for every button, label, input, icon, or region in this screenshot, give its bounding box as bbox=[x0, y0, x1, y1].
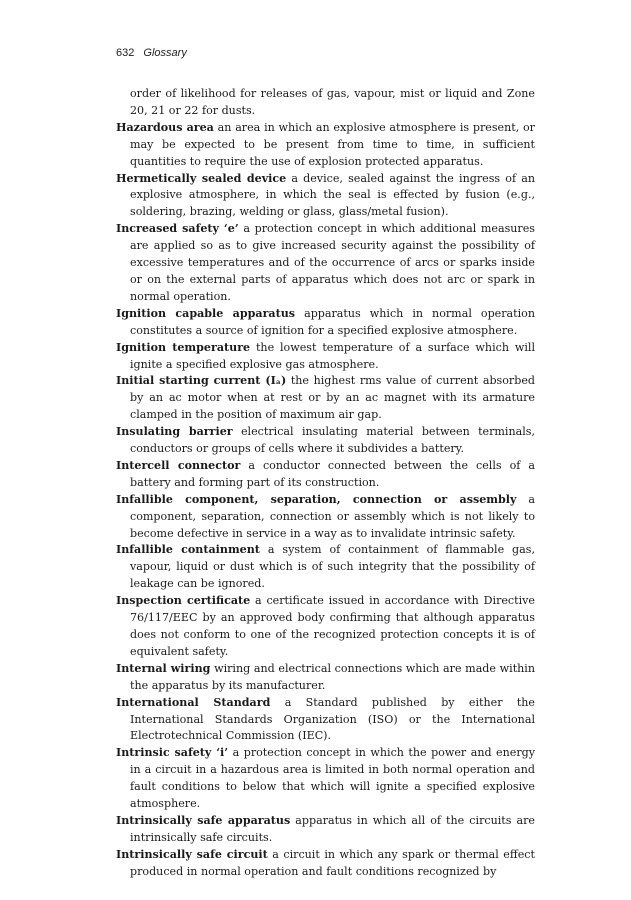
entry-definition: electrical insulating material between terminals, conductors or groups of cells where it subdivides a battery. bbox=[130, 425, 536, 456]
glossary-entry bbox=[116, 661, 535, 695]
entry-term: Intrinsically safe circuit bbox=[116, 847, 268, 861]
entry-definition: a certificate issued in accordance with Directive 76/117/EEC by an approved body confirming that although apparatus does not conform to one of the recognized protection concepts it is of equivalent safety. bbox=[130, 594, 535, 658]
glossary-entry bbox=[116, 340, 535, 374]
entry-term: Initial starting current (Iₐ) bbox=[116, 374, 287, 388]
entry-definition: apparatus which in normal operation constitutes a source of ignition for a specified explosive atmosphere. bbox=[130, 306, 535, 337]
glossary-entry bbox=[116, 813, 535, 847]
entry-definition: a system of containment of flammable gas, vapour, liquid or dust which is of such integrity that the possibility of leakage can be ignored. bbox=[130, 543, 535, 591]
glossary-entry bbox=[116, 695, 535, 746]
glossary-entry bbox=[116, 424, 535, 458]
glossary-entry bbox=[116, 745, 535, 813]
entry-definition: a device, sealed against the ingress of an explosive atmosphere, in which the seal is effected by fusion (e.g., soldering, brazing, welding or glass, glass/metal fusion). bbox=[130, 171, 535, 219]
entry-definition: the highest rms value of current absorbed by an ac motor when at rest or by an ac magnet with its armature clamped in the position of maximum air gap. bbox=[130, 374, 535, 422]
glossary-entry bbox=[116, 171, 535, 222]
glossary-entry bbox=[116, 492, 535, 543]
entry-term: Intercell connector bbox=[116, 458, 241, 472]
entry-definition: the lowest temperature of a surface which will ignite a specified explosive gas atmosphere. bbox=[130, 340, 535, 371]
entry-definition: a protection concept in which the power and energy in a circuit in a hazardous area is limited in both normal operation and fault conditions to below that which will ignite a specified explosive atmosphere. bbox=[130, 746, 535, 811]
glossary-entry bbox=[116, 306, 535, 340]
entry-definition: a component, separation, connection or assembly which is not likely to become defective in service in a way as to invalidate intrinsic safety. bbox=[130, 492, 535, 540]
glossary-entry-continuation bbox=[116, 86, 535, 120]
glossary-entry bbox=[116, 593, 535, 661]
entry-definition: a Standard published by either the International Standards Organization (ISO) or the International Electrotechnical Commission (IEC). bbox=[130, 695, 536, 743]
entry-definition: apparatus in which all of the circuits are intrinsically safe circuits. bbox=[130, 813, 535, 844]
entry-definition: an area in which an explosive atmosphere is present, or may be expected to be present from time to time, in sufficient quantities to require the use of explosion protected apparatus. bbox=[130, 120, 535, 168]
entry-definition: a conductor connected between the cells of a battery and forming part of its construction. bbox=[130, 458, 535, 489]
glossary-entry bbox=[116, 373, 535, 424]
glossary-entry bbox=[116, 542, 535, 593]
entry-term: Increased safety ‘e’ bbox=[116, 222, 239, 236]
entry-definition: order of likelihood for releases of gas, vapour, mist or liquid and Zone 20, 21 or 22 for dusts. bbox=[130, 87, 535, 117]
page-header bbox=[116, 47, 187, 59]
entry-term: International Standard bbox=[116, 695, 271, 709]
entry-term: Ignition temperature bbox=[116, 340, 251, 354]
entry-term: Intrinsically safe apparatus bbox=[116, 813, 291, 827]
glossary-body bbox=[116, 86, 535, 881]
entry-term: Inspection certificate bbox=[116, 594, 251, 608]
page-number: 632 bbox=[116, 47, 135, 59]
glossary-entry bbox=[116, 847, 535, 881]
entry-term: Internal wiring bbox=[116, 661, 211, 675]
entry-definition: a circuit in which any spark or thermal effect produced in normal operation and fault conditions recognized by bbox=[130, 847, 535, 878]
running-title: Glossary bbox=[143, 47, 187, 59]
glossary-entry bbox=[116, 120, 535, 171]
entry-term: Intrinsic safety ‘i’ bbox=[116, 746, 229, 760]
entry-term: Hermetically sealed device bbox=[116, 171, 287, 185]
entry-definition: a protection concept in which additional measures are applied so as to give increased security against the possibility of excessive temperatures and of the occurrence of arcs or sparks inside or on the external parts of apparatus which does not arc or spark in normal operation. bbox=[130, 222, 535, 303]
entry-definition: wiring and electrical connections which are made within the apparatus by its manufacturer. bbox=[130, 661, 535, 692]
entry-term: Insulating barrier bbox=[116, 425, 233, 439]
glossary-entry bbox=[116, 221, 535, 306]
glossary-entry bbox=[116, 458, 535, 492]
entry-term: Ignition capable apparatus bbox=[116, 306, 296, 320]
entry-term: Infallible containment bbox=[116, 543, 260, 557]
entry-term: Hazardous area bbox=[116, 120, 214, 134]
entry-term: Infallible component, separation, connection or assembly bbox=[116, 492, 517, 506]
